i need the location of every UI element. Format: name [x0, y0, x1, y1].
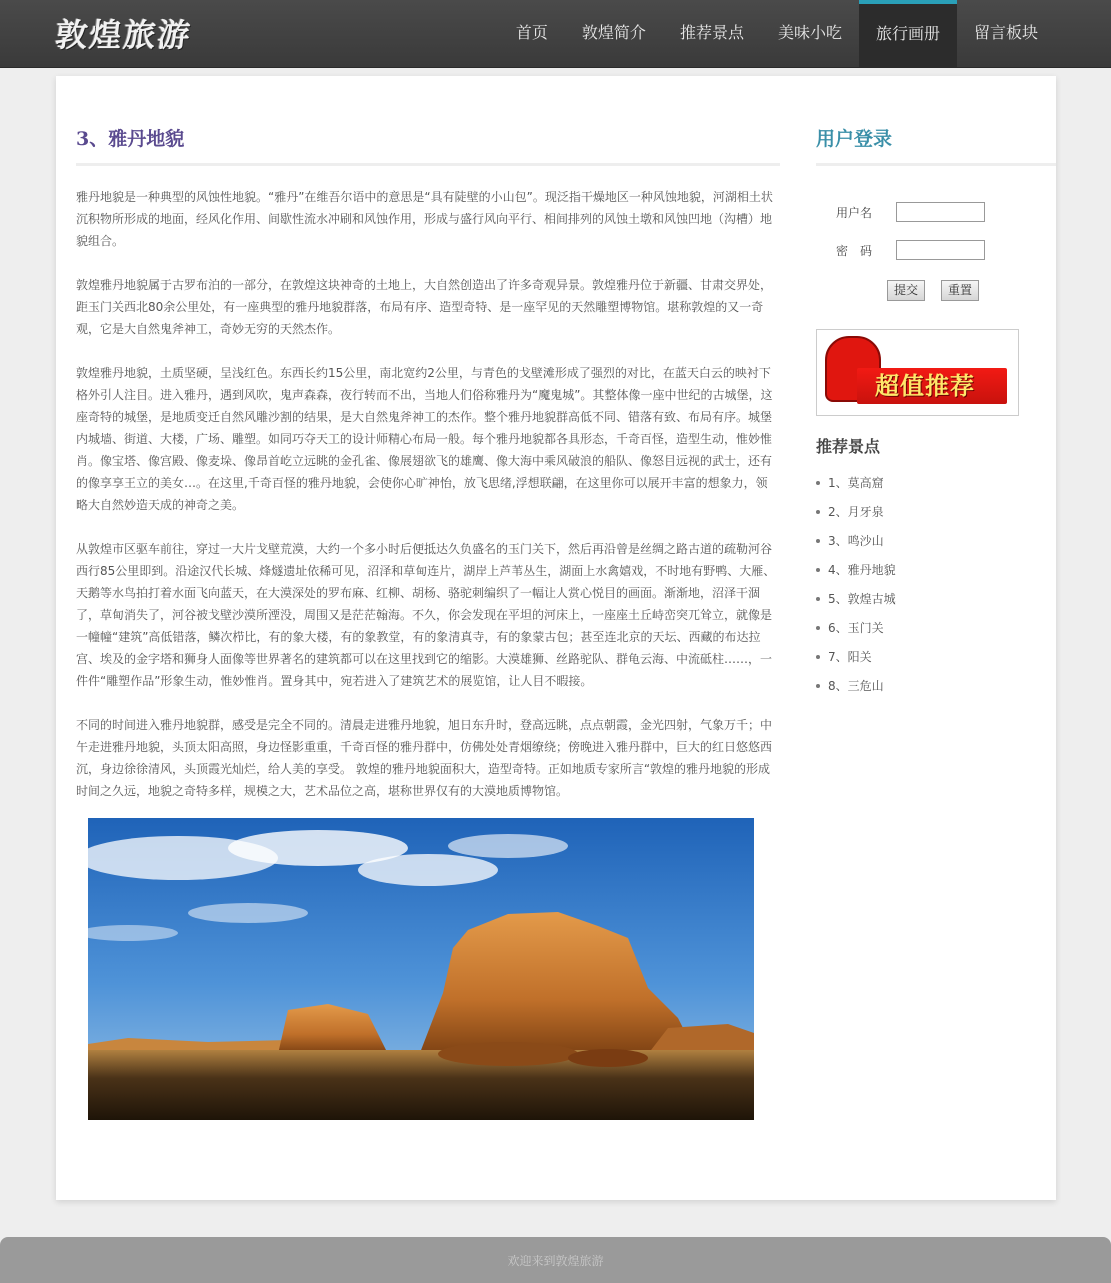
- nav-home[interactable]: 首页: [515, 23, 548, 42]
- username-row: [816, 202, 1056, 222]
- recommended-item[interactable]: 7、阳关: [816, 649, 1056, 678]
- recommended-item[interactable]: 1、莫高窟: [816, 475, 1056, 504]
- article-body: [76, 186, 780, 1120]
- recommended-item[interactable]: 6、玉门关: [816, 620, 1056, 649]
- login-title: 用户登录: [816, 124, 1056, 166]
- recommended-item[interactable]: 3、鸣沙山: [816, 533, 1056, 562]
- yardang-landscape-photo: [88, 818, 754, 1120]
- recommended-item[interactable]: 4、雅丹地貌: [816, 562, 1056, 591]
- nav-attractions[interactable]: 推荐景点: [679, 23, 744, 42]
- username-input[interactable]: [896, 202, 985, 222]
- password-row: [816, 240, 1056, 260]
- site-logo[interactable]: 敦煌旅游: [53, 16, 194, 54]
- article-paragraph: 敦煌雅丹地貌属于古罗布泊的一部分，在敦煌这块神奇的土地上，大自然创造出了许多奇观异景。敦煌雅丹位于新疆、甘肃交界处，距玉门关西北80余公里处，有一座典型的雅丹地貌群落，布局有序、造型奇特、是一座罕见的天然雕塑博物馆。堪称敦煌的又一奇观，它是大自然鬼斧神工，奇妙无穷的天然杰作。: [76, 278, 773, 336]
- nav-intro[interactable]: 敦煌简介: [581, 23, 646, 42]
- recommended-list: [816, 475, 1056, 707]
- password-input[interactable]: [896, 240, 985, 260]
- login-buttons: [816, 280, 1056, 301]
- article-title: 3、雅丹地貌: [76, 124, 780, 166]
- article-paragraph: 敦煌雅丹地貌，土质坚硬，呈浅红色。东西长约15公里，南北宽约2公里，与青色的戈壁滩形成了强烈的对比，在蓝天白云的映衬下格外引人注目。进入雅丹，遇到风吹，鬼声森森，夜行转而不出，当地人们俗称雅丹为“魔鬼城”。其整体像一座中世纪的古城堡，这座奇特的城堡，是地质变迁自然风雕沙割的结果，是大自然鬼斧神工的杰作。整个雅丹地貌群高低不同、错落有致、布局有序。城堡内城墙、街道、大楼，广场、雕塑。如同巧夺天工的设计师精心布局一般。每个雅丹地貌都各具形态，千奇百怪，造型生动，惟妙惟肖。像宝塔、像宫殿、像麦垛、像昂首屹立远眺的金孔雀、像展翅欲飞的雄鹰、像大海中乘风破浪的船队、像怒目远视的武士，还有的像享享王立的美女…。在这里,千奇百怪的雅丹地貌，会使你心旷神怡，放飞思绪,浮想联翩，在这里你可以展开丰富的想象力，领略大自然妙造天成的神奇之美。: [76, 366, 773, 512]
- footer-text: 欢迎来到敦煌旅游: [507, 1254, 604, 1268]
- recommended-item[interactable]: 2、月牙泉: [816, 504, 1056, 533]
- article-paragraph: 不同的时间进入雅丹地貌群，感受是完全不同的。清晨走进雅丹地貌，旭日东升时，登高远眺，点点朝霞，金光四射，气象万千；中午走进雅丹地貌，头顶太阳高照，身边怪影重重，千奇百怪的雅丹群中，仿佛处处青烟缭绕；傍晚进入雅丹群中，巨大的红日悠悠西沉，身边徐徐清风，头顶霞光灿烂，给人美的享受。 敦煌的雅丹地貌面积大，造型奇特。正如地质专家所言“敦煌的雅丹地貌的形成时间之久远，地貌之奇特多样，规模之大，艺术品位之高，堪称世界仅有的大漠地质博物馆。: [76, 718, 773, 798]
- promo-text: 超值推荐: [857, 368, 1007, 404]
- sidebar: [816, 124, 1056, 707]
- promo-banner[interactable]: [816, 329, 1019, 416]
- site-header: [0, 0, 1111, 68]
- nav-guestbook[interactable]: 留言板块: [973, 23, 1038, 42]
- username-label: 用户名: [836, 205, 873, 220]
- submit-button[interactable]: 提交: [887, 280, 925, 301]
- reset-button[interactable]: 重置: [941, 280, 979, 301]
- recommended-item[interactable]: 5、敦煌古城: [816, 591, 1056, 620]
- password-label: 密 码: [836, 243, 873, 258]
- recommended-item[interactable]: 8、三危山: [816, 678, 1056, 707]
- main-nav: [499, 0, 1055, 67]
- content-card: [56, 76, 1056, 1200]
- recommended-title: 推荐景点: [816, 437, 881, 456]
- article-paragraph: 从敦煌市区驱车前往，穿过一大片戈壁荒漠，大约一个多小时后便抵达久负盛名的玉门关下，然后再沿曾是丝绸之路古道的疏勒河谷西行85公里即到。沿途汉代长城、烽燧遗址依稀可见，沼泽和草甸连片，湖岸上芦苇丛生，湖面上水禽嬉戏，不时地有野鸭、大雁、天鹅等水鸟拍打着水面飞向蓝天，在大漠深处的罗布麻、红柳、胡杨、骆驼刺编织了一幅让人赏心悦目的画面。渐渐地，沼泽干涸了，草甸消失了，河谷被戈壁沙漠所湮没，周围又是茫茫翰海。不久，你会发现在平坦的河床上，一座座土丘峙峦突兀耸立，就像是一幢幢“建筑”高低错落，鳞次栉比，有的象大楼，有的象教堂，有的象清真寺，有的象蒙古包；甚至连北京的天坛、西藏的布达拉宫、埃及的金字塔和狮身人面像等世界著名的建筑都可以在这里找到它的缩影。大漠雄狮、丝路驼队、群龟云海、中流砥柱……，一件件“雕塑作品”形象生动，惟妙惟肖。置身其中，宛若进入了建筑艺术的展览馆，让人目不暇接。: [76, 542, 776, 688]
- article: [76, 124, 780, 1120]
- nav-gallery[interactable]: 旅行画册: [859, 0, 957, 67]
- site-footer: [0, 1237, 1111, 1283]
- login-form: [816, 202, 1056, 301]
- article-paragraph: 雅丹地貌是一种典型的风蚀性地貌。“雅丹”在维吾尔语中的意思是“具有陡壁的小山包”。现泛指干燥地区一种风蚀地貌，河湖相土状沉积物所形成的地面，经风化作用、间歇性流水冲刷和风蚀作用，形成与盛行风向平行、相间排列的风蚀土墩和风蚀凹地（沟槽）地貌组合。: [76, 190, 773, 248]
- nav-food[interactable]: 美味小吃: [777, 23, 842, 42]
